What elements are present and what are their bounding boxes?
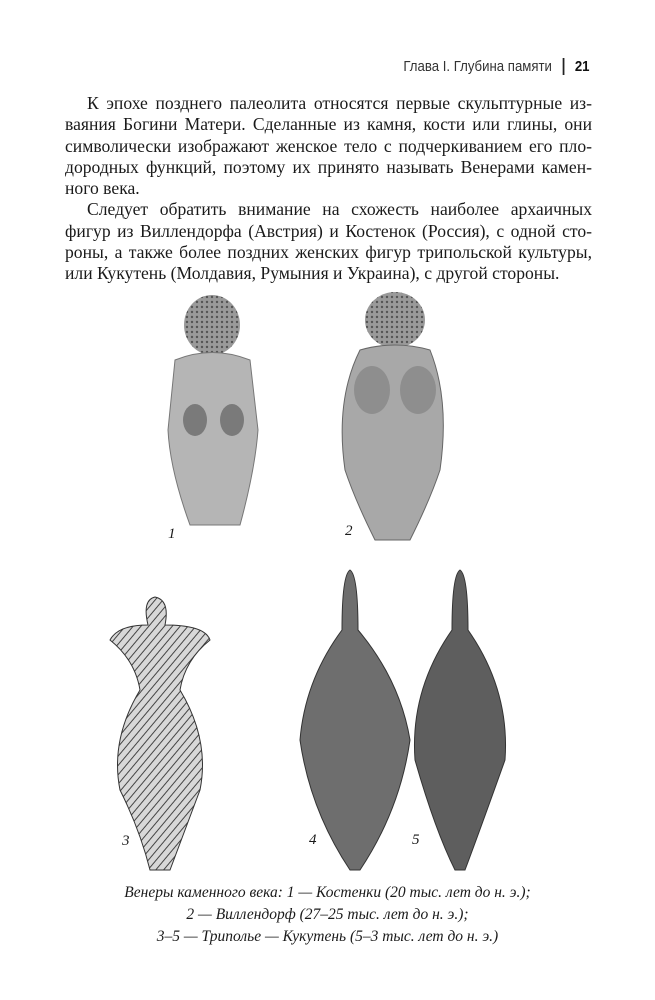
text-line: ного века.: [65, 178, 140, 199]
figure-label-4: 4: [309, 832, 317, 848]
figurine-4-cucuteni-front: [300, 570, 410, 870]
text-line: роны, а также более поздних женских фигур трипольской культуры,: [65, 242, 592, 263]
figure-label-3: 3: [122, 833, 130, 849]
text-line: фигур из Виллендорфа (Австрия) и Костенок (Россия), с одной сто-: [65, 220, 592, 241]
figurine-1-kostenki: [168, 295, 258, 525]
text-line: Следует обратить внимание на схожесть наиболее архаичных: [87, 199, 592, 220]
figure-label-1: 1: [168, 526, 176, 542]
figurine-2-willendorf: [342, 292, 443, 540]
text-line: ваяния Богини Матери. Сделанные из камня, кости или глины, они: [65, 114, 592, 135]
figurine-3-trypillia: [110, 597, 210, 870]
caption-line: 3–5 — Триполье — Кукутень (5–3 тыс. лет до н. э.): [156, 928, 499, 945]
text-line: или Кукутень (Молдавия, Румыния и Украина), с другой стороны.: [65, 263, 560, 284]
figurine-5-cucuteni-back: [414, 570, 505, 870]
text-line: символически изображают женское тело с подчеркиванием его пло-: [65, 135, 592, 156]
figure-caption: [0, 882, 655, 948]
text-line: К эпохе позднего палеолита относятся первые скульптурные из-: [87, 93, 592, 113]
page-number: 21: [574, 58, 589, 75]
text-line: дородных функций, поэтому их принято называть Венерами камен-: [65, 156, 592, 177]
caption-line: 2 — Виллендорф (27–25 тыс. лет до н. э.);: [186, 906, 469, 923]
figure-label-2: 2: [345, 523, 353, 539]
chapter-title: Глава I. Глубина памяти: [402, 58, 552, 75]
caption-line: Венеры каменного века: 1 — Костенки (20 тыс. лет до н. э.);: [124, 884, 531, 901]
figure-label-5: 5: [412, 832, 420, 848]
